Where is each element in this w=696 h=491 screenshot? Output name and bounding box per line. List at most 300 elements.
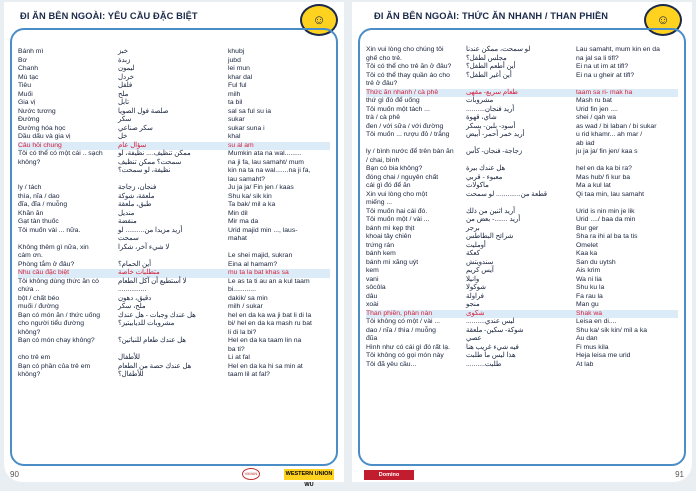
table-row — [366, 148, 678, 157]
transliteration-text: ab iad — [576, 139, 595, 147]
vietnamese-text: Bạn có bia không? — [366, 165, 423, 172]
vietnamese-text: ghế cho trẻ. — [366, 54, 402, 62]
transliteration-text: Li at fal — [228, 354, 250, 361]
logo-icon: ☺ — [644, 4, 682, 36]
arabic-text: لو سمحت، ممكن عندنا — [466, 46, 531, 53]
arabic-text: ليس عندي.......... — [466, 318, 515, 325]
vietnamese-text: Bánh mì — [18, 48, 44, 55]
vietnamese-text: cám ơn. — [18, 252, 43, 259]
transliteration-text: Ei na u gheir at tifl? — [576, 71, 635, 79]
arabic-text: سؤال عام — [118, 141, 147, 149]
vietnamese-text: dâu — [366, 292, 378, 300]
vietnamese-text: Tôi muốn vài ... nữa. — [18, 226, 81, 234]
table-row — [18, 159, 330, 168]
arabic-text: عصي — [466, 335, 482, 342]
transliteration-text: milh — [228, 90, 241, 98]
arabic-text — [118, 329, 228, 338]
arabic-text: هذا ليس ما طلبت — [466, 352, 516, 359]
arabic-text — [118, 252, 228, 261]
vietnamese-text: Bạn có món ăn / thức uống — [18, 311, 101, 319]
transliteration-text: Mas hub/ fi kur ba — [576, 173, 631, 181]
arabic-text: قطعة من............. لو سمحت — [466, 190, 548, 198]
vietnamese-text: ly / tách — [18, 184, 42, 191]
vietnamese-text: không? — [18, 371, 41, 378]
vietnamese-text: Đường hóa học — [18, 124, 66, 132]
vietnamese-text: cho người tiểu đường — [18, 320, 85, 327]
arabic-text: منديل — [118, 209, 135, 217]
table-row — [366, 301, 678, 310]
transliteration-text: su al am — [228, 141, 254, 149]
transliteration-text: khar dal — [228, 73, 253, 81]
vietnamese-text: Tôi có thể thay quần áo cho — [366, 71, 450, 79]
table-row — [366, 276, 678, 285]
arabic-text: برجر — [466, 224, 480, 232]
table-row — [18, 125, 330, 134]
arabic-text: خل — [118, 133, 128, 140]
transliteration-text: Ju ja ja/ Fin jen / kaas — [228, 184, 294, 191]
table-row — [366, 250, 678, 259]
arabic-text: تابل — [118, 99, 130, 106]
transliteration-text: Le as ta ti au an a kul taam — [228, 277, 310, 285]
transliteration-text: Urid fin jen .... — [576, 105, 618, 113]
arabic-text: ملح — [118, 90, 129, 98]
transliteration-text: milh / sukar — [228, 303, 263, 310]
arabic-text: فراولة — [466, 292, 484, 300]
table-row — [18, 74, 330, 83]
page-title: ĐI ĂN BÊN NGOÀI: YÊU CẦU ĐẶC BIỆT — [20, 11, 198, 21]
transliteration-text: Bur ger — [576, 224, 599, 232]
transliteration-text: Ei na ut im at tifl? — [576, 63, 629, 70]
arabic-text: زبدة — [118, 56, 131, 64]
arabic-text: طلبت.......... — [466, 360, 502, 368]
transliteration-text: sal sa ful su ia — [228, 107, 272, 115]
vietnamese-text: kem — [366, 267, 379, 274]
transliteration-text: bi............ — [228, 286, 256, 293]
table-row — [366, 114, 678, 123]
arabic-text: خردل — [118, 73, 134, 81]
transliteration-text: Mir ma da — [228, 218, 259, 225]
table-row — [18, 354, 330, 363]
left-page — [4, 2, 344, 488]
vietnamese-text: Xin vui lòng cho một — [366, 190, 428, 198]
table-row — [18, 184, 330, 193]
vietnamese-text: bánh mì kẹp thịt — [366, 224, 415, 232]
vietnamese-text: Nước tương — [18, 107, 56, 115]
transliteration-text: Hel en da ka hi sa min at — [228, 362, 303, 370]
transliteration-text: ju ja ja/ fin jen/ kaa s — [576, 148, 638, 155]
arabic-text: للأطفال — [118, 354, 140, 361]
vietnamese-text: Tôi không dùng thức ăn có — [18, 277, 99, 285]
vietnamese-text: Thức ăn nhanh / cà phê — [366, 88, 439, 96]
table-row — [366, 318, 678, 327]
vietnamese-text: Câu hỏi chung — [18, 141, 62, 149]
table-row — [18, 261, 330, 270]
table-row — [366, 284, 678, 293]
arabic-text: منجو — [466, 301, 480, 308]
table-row — [18, 176, 330, 185]
arabic-text — [118, 346, 228, 355]
vietnamese-text: Không thêm gì nữa, xin — [18, 243, 89, 251]
vietnamese-text — [18, 167, 118, 176]
table-row — [366, 80, 678, 89]
arabic-text: متطلبات خاصة — [118, 269, 160, 276]
vietnamese-text: trà / cà phê — [366, 114, 401, 121]
table-row — [18, 252, 330, 261]
table-row — [366, 55, 678, 64]
arabic-text: ممكن تنظيف.... نظيفة، لو — [118, 150, 191, 157]
transliteration-text: Mumkin ata na wal......... — [228, 150, 302, 157]
transliteration-text: Au dan — [576, 335, 598, 342]
section-header — [18, 142, 330, 151]
arabic-text — [118, 176, 228, 185]
table-row — [366, 157, 678, 166]
table-row — [366, 344, 678, 353]
transliteration-text: Man gu — [576, 301, 599, 308]
arabic-text: أريد مزيدا من.......... لو — [118, 226, 183, 234]
arabic-text: شكوى — [466, 309, 485, 317]
arabic-text: سمحت — [118, 235, 139, 242]
vietnamese-text: Tôi có thể có một cái .. sạch — [18, 150, 103, 157]
vietnamese-text: Bạn có món chay không? — [18, 337, 95, 344]
right-page — [352, 2, 692, 482]
table-row — [18, 48, 330, 57]
arabic-text: نظيفة، لو سمحت؟ — [118, 167, 171, 174]
transliteration-text: mu ta la bat khas sa — [228, 269, 289, 276]
arabic-text — [466, 140, 576, 149]
transliteration-text: At lab — [576, 360, 594, 368]
vietnamese-text: Nhu cầu đặc biệt — [18, 269, 70, 276]
arabic-text: فلفل — [118, 82, 133, 89]
table-row — [18, 227, 330, 236]
arabic-text: زجاجة- فنجان- كأس — [466, 148, 523, 155]
arabic-text: أين الحمام؟ — [118, 260, 152, 268]
vietnamese-text: thứ gì đó để uống — [366, 97, 420, 104]
arabic-text: شرائح البطاطس — [466, 233, 514, 240]
table-row — [18, 91, 330, 100]
table-row — [366, 208, 678, 217]
transliteration-text: shei / qah wa — [576, 114, 617, 121]
table-row — [366, 182, 678, 191]
vietnamese-text: bánh mì xăng uýt — [366, 258, 419, 266]
table-row — [18, 337, 330, 346]
vietnamese-text: Gia vị — [18, 99, 36, 106]
table-row — [366, 352, 678, 361]
table-row — [18, 133, 330, 142]
vietnamese-text: ly / bình nước để trên bàn ăn — [366, 148, 454, 155]
table-row — [18, 244, 330, 253]
transliteration-text: lau samaht? — [228, 175, 266, 183]
transliteration-text: Shu ku la — [576, 284, 605, 291]
vietnamese-text: Tôi không có gọi món này — [366, 352, 444, 359]
arabic-text: لا أستطيع أن آكل الطعام — [118, 277, 187, 285]
transliteration-text — [576, 157, 678, 166]
arabic-text — [466, 157, 576, 166]
arabic-text: شاي، قهوة — [466, 114, 497, 121]
vietnamese-text: sôcôla — [366, 284, 386, 291]
transliteration-text: Shu ka/ sik kin/ mil a ka — [576, 326, 648, 334]
vietnamese-text: chứa .. — [18, 286, 40, 293]
arabic-text: مشروبات للديابيتيز؟ — [118, 320, 175, 327]
arabic-text: أومليت — [466, 241, 486, 249]
vietnamese-text: Bơ — [18, 56, 27, 64]
vietnamese-text: không? — [18, 328, 41, 336]
arabic-text: أين أطعم الطفل؟ — [466, 63, 516, 70]
transliteration-text: ta bil — [228, 99, 243, 106]
vietnamese-text: thìa, nĩa / dao — [18, 192, 60, 200]
transliteration-text: Shak wa — [576, 309, 603, 317]
vietnamese-text: đũa — [366, 335, 378, 342]
table-row — [366, 225, 678, 234]
arabic-text: طبق، ملعقة — [118, 201, 152, 208]
table-row — [18, 116, 330, 125]
transliteration-text: Kaa ka — [576, 250, 598, 257]
transliteration-text: Qi taa min, lau samaht — [576, 190, 644, 198]
vietnamese-text: Tôi muốn một / vài ... — [366, 216, 430, 223]
table-row — [366, 174, 678, 183]
page-number: 90 — [10, 470, 19, 479]
vietnamese-text: Tôi đã yêu cầu... — [366, 360, 417, 368]
brand-logo-domino: Domino — [364, 470, 414, 480]
table-row — [366, 233, 678, 242]
transliteration-text: Le shei majid, sukran — [228, 252, 293, 259]
transliteration-text: Ais krim — [576, 267, 601, 274]
transliteration-text: kin na ta na wal.......na ji fa, — [228, 167, 311, 174]
table-row — [366, 106, 678, 115]
vietnamese-text: Chanh — [18, 65, 39, 72]
arabic-text: أريد اثنين من ذلك — [466, 207, 515, 215]
section-header — [366, 310, 678, 319]
arabic-text: آيس كريم — [466, 267, 494, 274]
transliteration-text: dakik/ sa min — [228, 294, 268, 302]
arabic-text: منفضة — [118, 218, 137, 225]
vietnamese-text: Tiêu — [18, 82, 31, 89]
transliteration-text: Wa ni lia — [576, 275, 602, 283]
transliteration-text: na jal sa li tifl? — [576, 54, 619, 62]
arabic-text: سكر — [118, 116, 132, 123]
table-row — [18, 193, 330, 202]
transliteration-text: Urid ..../ baa da min — [576, 216, 636, 223]
vietnamese-text: Đường — [18, 116, 40, 123]
transliteration-text: Eina al hamam? — [228, 260, 278, 268]
table-row — [18, 312, 330, 321]
table-row — [18, 346, 330, 355]
table-row — [18, 235, 330, 244]
vietnamese-text: trứng rán — [366, 241, 394, 249]
phrase-table — [366, 46, 678, 369]
transliteration-text: Fi mus kila — [576, 343, 609, 351]
table-row — [18, 303, 330, 312]
transliteration-text: hel en da ka wa ji bat li di la — [228, 311, 312, 319]
arabic-text: كعكة — [466, 250, 480, 257]
vietnamese-text — [18, 235, 118, 244]
arabic-text: أسود- بلبن- بسكر — [466, 122, 516, 130]
vietnamese-text — [18, 346, 118, 355]
table-row — [366, 293, 678, 302]
phrase-table — [18, 48, 330, 380]
transliteration-text: na ji fa, lau samaht/ mum — [228, 158, 304, 166]
table-row — [18, 320, 330, 329]
transliteration-text — [228, 244, 330, 253]
brand-logo-viman: VIMAN — [242, 468, 260, 480]
table-row — [366, 123, 678, 132]
arabic-text — [466, 80, 576, 89]
transliteration-text: ba ti? — [228, 345, 245, 353]
vietnamese-text: Hình như có cái gì đó rất lạ. — [366, 343, 450, 351]
vietnamese-text: Khăn ăn — [18, 209, 44, 217]
transliteration-text: hel en da ka bi ra? — [576, 165, 632, 172]
transliteration-text: Ta bak/ mil a ka — [228, 201, 276, 208]
transliteration-text: bi/ hel en da ka mash ru bat — [228, 320, 312, 327]
transliteration-text: San du uytsh — [576, 258, 616, 266]
transliteration-text: mahat — [228, 235, 247, 242]
vietnamese-text: Tôi không có một / vài ... — [366, 318, 441, 325]
table-row — [366, 97, 678, 106]
transliteration-text: Shu ka/ sik kin — [228, 192, 272, 200]
vietnamese-text: Tôi muốn một tách ... — [366, 105, 430, 113]
table-row — [366, 361, 678, 370]
arabic-text: هل عندك وجبات - هل عندك — [118, 311, 196, 319]
table-row — [18, 363, 330, 372]
transliteration-text: jubd — [228, 56, 241, 64]
arabic-text: سمحت؟ ممكن تنظيف — [118, 158, 182, 166]
arabic-text: أريد فنجان.......... — [466, 105, 515, 113]
arabic-text: مشروبات — [466, 97, 494, 104]
transliteration-text: Heja leisa me urid — [576, 352, 631, 359]
vietnamese-text — [18, 176, 118, 185]
table-row — [366, 267, 678, 276]
vietnamese-text: Dầu dấu và gia vị — [18, 133, 71, 140]
vietnamese-text: bánh kem — [366, 250, 396, 257]
arabic-text: فنجان، زجاجة — [118, 184, 157, 191]
vietnamese-text: miếng ... — [366, 199, 393, 206]
transliteration-text: li di la bi? — [228, 328, 257, 336]
transliteration-text: khal — [228, 133, 241, 140]
table-row — [18, 65, 330, 74]
arabic-text: لا شيء آخر، شكرا — [118, 243, 170, 251]
vietnamese-text: trẻ ở đâu? — [366, 80, 398, 87]
vietnamese-text: Tôi muốn hai cái đó. — [366, 207, 428, 215]
table-row — [366, 140, 678, 149]
vietnamese-text: muối / đường — [18, 303, 59, 310]
arabic-text: معبوء - قربي — [466, 173, 503, 181]
arabic-text: ليمون — [118, 65, 135, 72]
vietnamese-text: Xin vui lòng cho chúng tôi — [366, 46, 444, 53]
arabic-text: فيه شيء غريب هنا — [466, 343, 519, 351]
table-row — [366, 46, 678, 55]
vietnamese-text: Tôi có thể cho trẻ ăn ở đâu? — [366, 63, 452, 70]
arabic-text: أريد .......- بعض من — [466, 216, 521, 223]
table-row — [18, 295, 330, 304]
vietnamese-text: vani — [366, 275, 379, 283]
transliteration-text: Sha ra ihi al ba ta tis — [576, 233, 638, 240]
table-row — [18, 82, 330, 91]
arabic-text: مجلس لطفل؟ — [466, 54, 507, 62]
transliteration-text: Lau samaht, mum kin en da — [576, 46, 660, 53]
arabic-text: أين أغير الطفل؟ — [466, 71, 512, 79]
vietnamese-text: Gạt tàn thuốc — [18, 218, 59, 225]
table-row — [366, 165, 678, 174]
arabic-text: أريد خمر أحمر- أبيض — [466, 131, 525, 138]
vietnamese-text: đen / với sữa / với đường — [366, 122, 444, 130]
table-row — [18, 286, 330, 295]
table-row — [366, 199, 678, 208]
transliteration-text: as wad / bi laban / bi sukar — [576, 122, 657, 130]
table-row — [366, 72, 678, 81]
section-header — [366, 89, 678, 98]
vietnamese-text: Than phiền, phàn nàn — [366, 309, 433, 317]
transliteration-text: Ful ful — [228, 82, 247, 89]
table-row — [366, 242, 678, 251]
arabic-text: خبز — [118, 48, 129, 55]
table-row — [18, 210, 330, 219]
table-row — [366, 327, 678, 336]
arabic-text: ماكولات — [466, 182, 489, 189]
transliteration-text: taam lil at fal? — [228, 371, 270, 378]
vietnamese-text: bột / chất béo — [18, 294, 60, 302]
table-row — [18, 150, 330, 159]
table-row — [366, 191, 678, 200]
vietnamese-text: xoài — [366, 301, 379, 308]
arabic-text — [466, 199, 576, 208]
arabic-text: ملعقة، شوكة — [118, 192, 155, 200]
page-number: 91 — [675, 470, 684, 479]
table-row — [18, 329, 330, 338]
table-row — [18, 278, 330, 287]
transliteration-text: Omelet — [576, 241, 598, 249]
arabic-text: ملح، سكر — [118, 303, 146, 310]
table-row — [366, 259, 678, 268]
vietnamese-text: cái gì đó để ăn — [366, 182, 411, 189]
arabic-text: وانيلا — [466, 275, 480, 283]
transliteration-text: khubj — [228, 48, 245, 55]
arabic-text: طعام سريع- مقهى — [466, 88, 518, 96]
vietnamese-text: dao / nĩa / thìa / muỗng — [366, 326, 436, 334]
vietnamese-text: Mù tạc — [18, 73, 39, 81]
arabic-text: دقيق، دهون — [118, 294, 152, 302]
vietnamese-text: không? — [18, 158, 41, 166]
brand-logo-western-union: WESTERN UNION WU — [285, 471, 333, 488]
arabic-text: شوكة- سكين- ملعقة — [466, 326, 524, 334]
table-row — [18, 218, 330, 227]
vietnamese-text — [366, 140, 466, 149]
transliteration-text: sukar suna i — [228, 124, 265, 132]
transliteration-text: taam sa ri- mak ha — [576, 88, 633, 96]
transliteration-text: Mash ru bat — [576, 97, 612, 104]
table-row — [366, 131, 678, 140]
vietnamese-text: cho trẻ em — [18, 354, 51, 361]
vietnamese-text: Bạn có phần của trẻ em — [18, 362, 91, 370]
table-row — [18, 167, 330, 176]
transliteration-text: Min dil — [228, 209, 248, 217]
section-header — [18, 269, 330, 278]
vietnamese-text: Tôi muốn ... rượu đỏ / trắng — [366, 131, 450, 138]
transliteration-text: Leisa en di.... — [576, 318, 617, 325]
transliteration-text: Ma a kul lat — [576, 182, 611, 189]
transliteration-text: Urid majid min ..., laus- — [228, 226, 298, 234]
arabic-text: هل عندك حصة من الطعام — [118, 362, 192, 370]
page-title: ĐI ĂN BÊN NGOÀI: THỨC ĂN NHANH / THAN PHIỀN — [374, 11, 609, 21]
vietnamese-text: khoai tây chiên — [366, 233, 412, 240]
transliteration-text — [576, 80, 678, 89]
logo-icon: ☺ — [300, 4, 338, 36]
table-row — [18, 108, 330, 117]
arabic-text: ............... — [118, 286, 147, 293]
vietnamese-text: / chai, bình — [366, 156, 400, 164]
vietnamese-text: Muối — [18, 90, 33, 98]
arabic-text: سندويتش — [466, 258, 494, 266]
arabic-text: سكر صناعي — [118, 124, 153, 132]
arabic-text: هل عندك بيرة — [466, 165, 506, 172]
